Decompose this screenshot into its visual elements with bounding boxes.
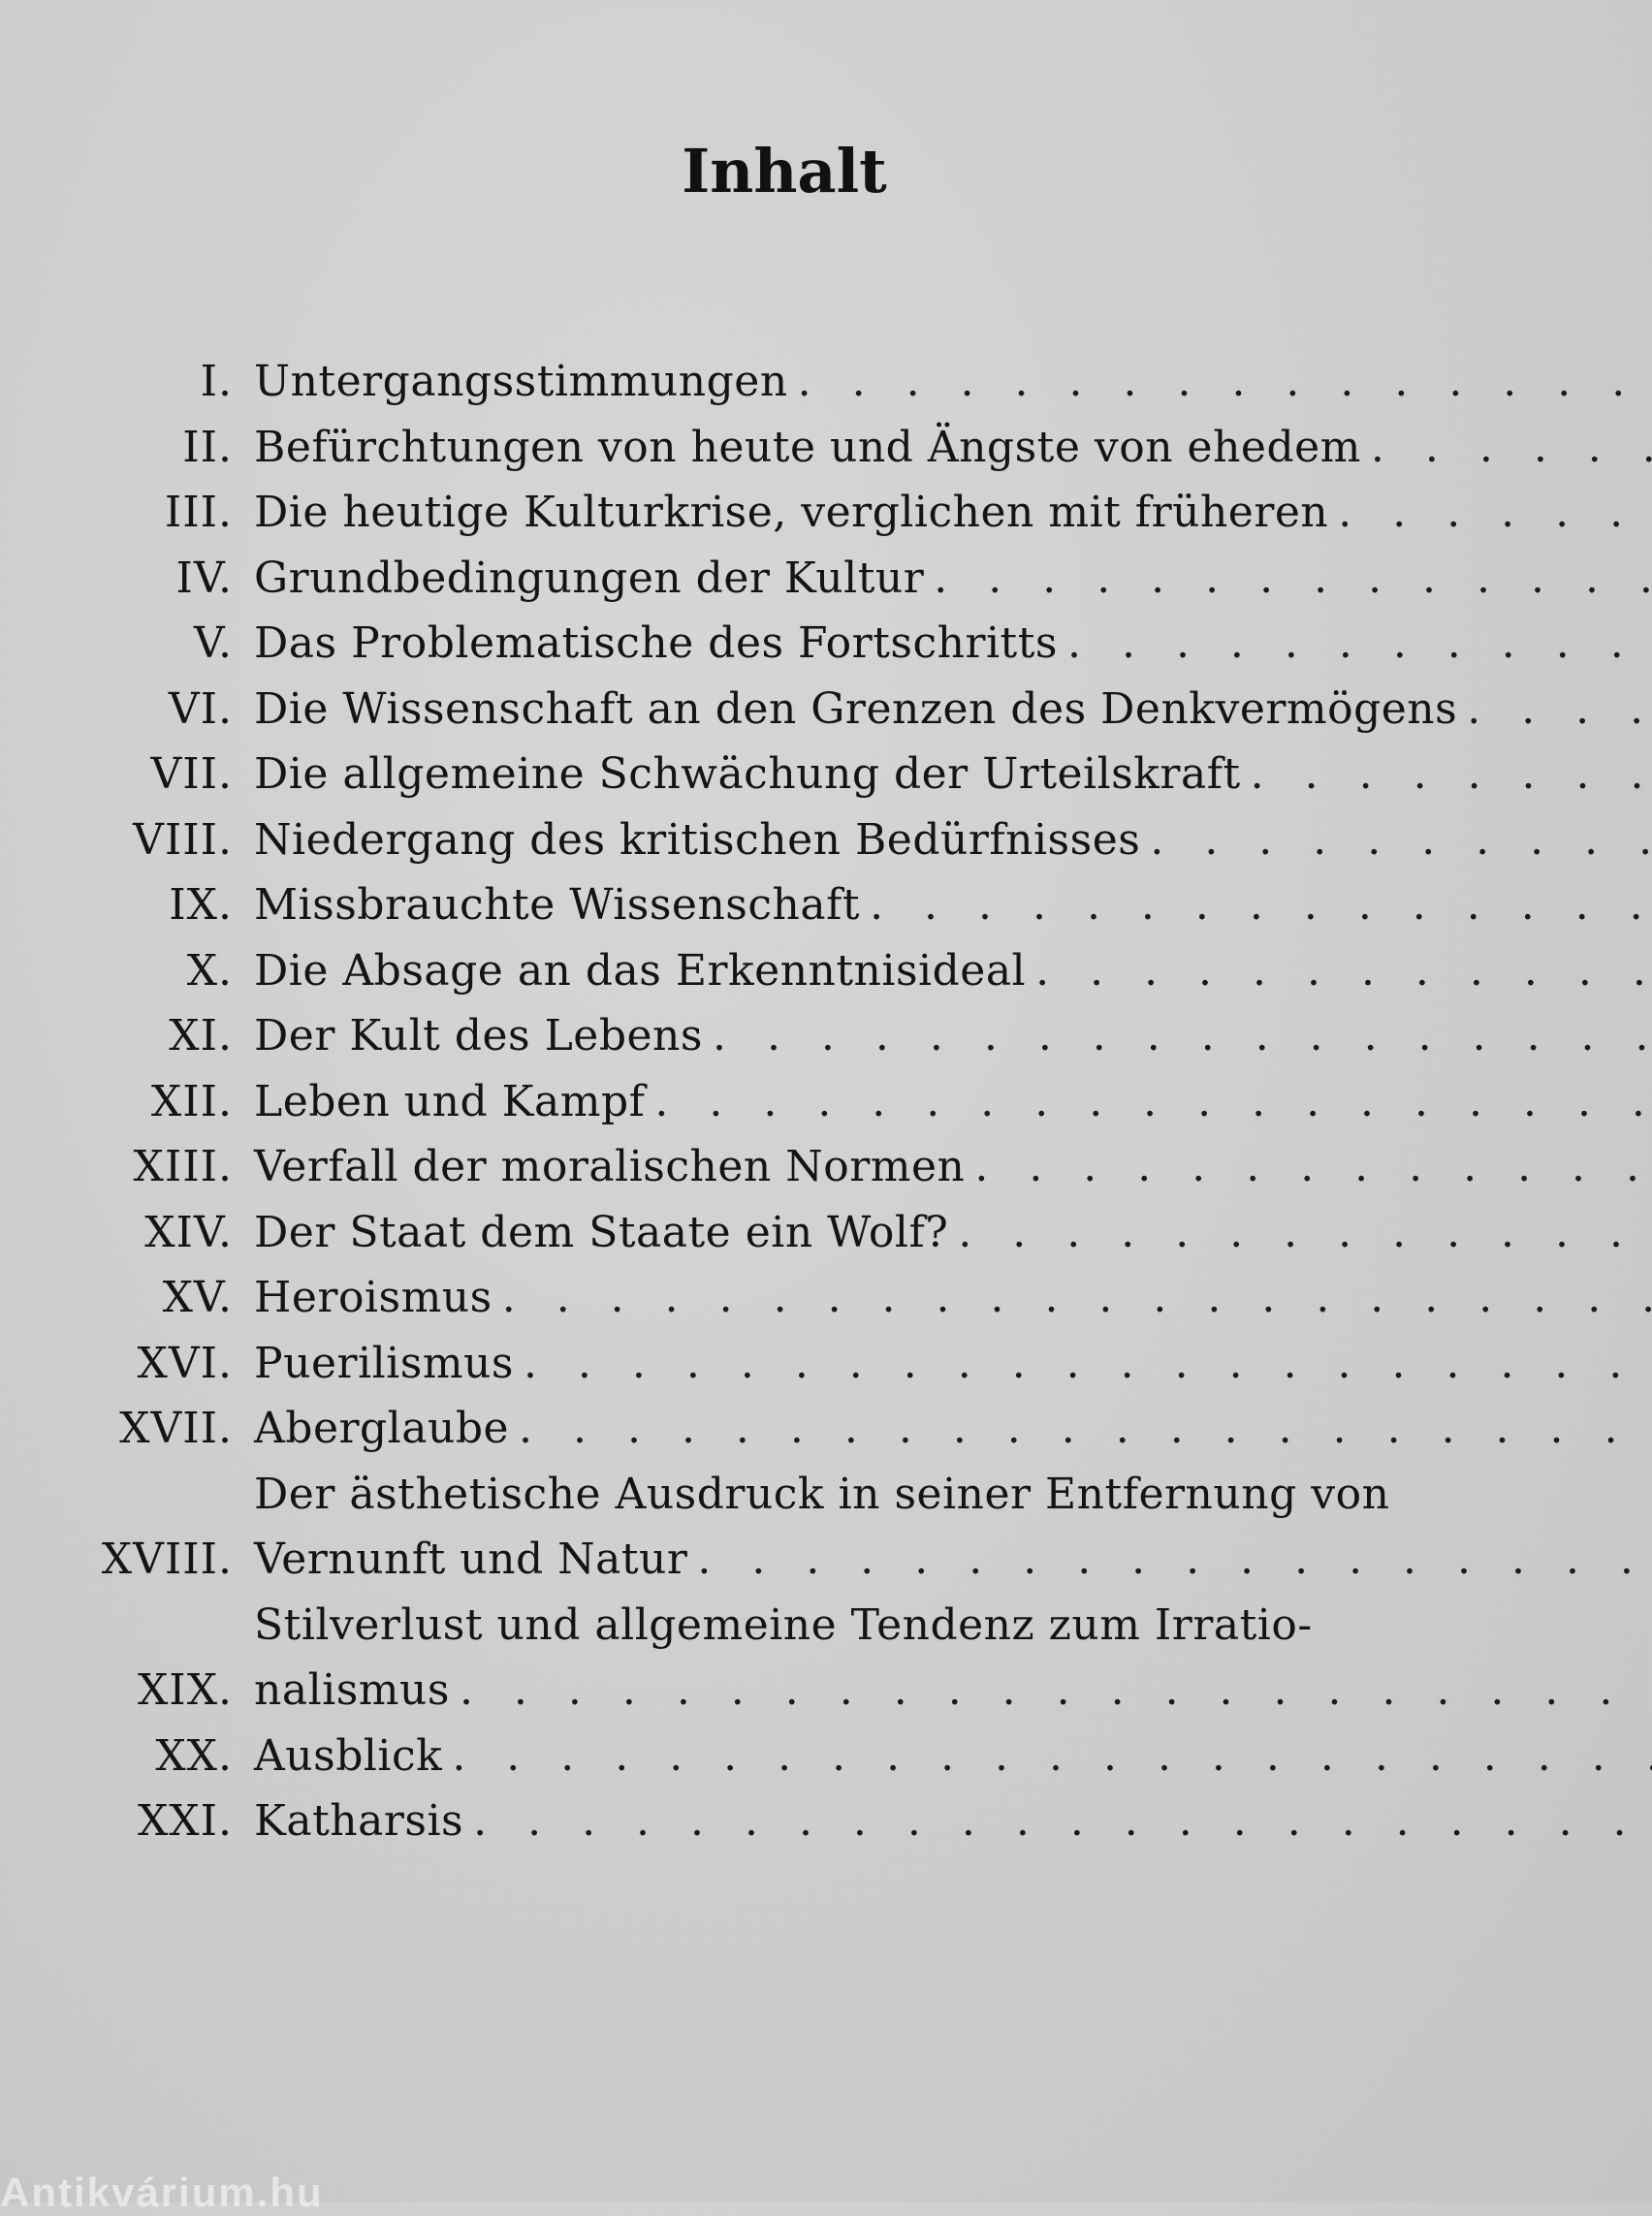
dot-leader — [519, 1396, 1652, 1462]
chapter-title: Die Absage an das Erkenntnisideal — [254, 945, 1027, 996]
chapter-title-line — [254, 1134, 1652, 1200]
chapter-title: Aberglaube — [254, 1404, 510, 1453]
chapter-title: Heroismus — [254, 1273, 492, 1322]
chapter-body — [254, 611, 1652, 677]
chapter-title-line — [254, 807, 1652, 873]
chapter-body — [254, 415, 1652, 481]
dot-leader — [697, 1527, 1652, 1593]
chapter-title-line — [254, 546, 1652, 612]
chapter-body — [254, 1593, 1652, 1724]
dot-leader — [1371, 415, 1652, 481]
chapter-numeral: XIII. — [133, 1142, 233, 1191]
toc-entry — [58, 1331, 1512, 1397]
chapter-title-line — [254, 480, 1652, 546]
toc-entry — [58, 1593, 1512, 1724]
chapter-body — [254, 742, 1652, 807]
chapter-title-line — [254, 1658, 1652, 1724]
chapter-numeral: XV. — [162, 1273, 233, 1322]
chapter-title-line — [254, 1789, 1652, 1854]
chapter-title-line — [254, 1265, 1652, 1331]
chapter-numeral: IV. — [175, 553, 233, 603]
dot-leader — [524, 1331, 1652, 1397]
toc-entry — [58, 1462, 1512, 1593]
toc-entry — [58, 1724, 1512, 1789]
table-of-contents — [58, 349, 1512, 1854]
dot-leader — [452, 1724, 1652, 1789]
chapter-numeral: X. — [186, 945, 233, 996]
chapter-body — [254, 1003, 1652, 1069]
chapter-title: Der Kult des Lebens — [254, 1011, 703, 1061]
dot-leader — [974, 1134, 1652, 1200]
dot-leader — [798, 349, 1652, 415]
chapter-body — [254, 480, 1652, 546]
chapter-title-line — [254, 415, 1652, 481]
chapter-title: Leben und Kampf — [254, 1076, 646, 1126]
chapter-body — [254, 1331, 1652, 1397]
dot-leader — [958, 1200, 1652, 1266]
chapter-body — [254, 1200, 1652, 1266]
chapter-title: Die Wissenschaft an den Grenzen des Denkvermögens — [254, 683, 1458, 734]
chapter-body — [254, 872, 1652, 938]
chapter-numeral: XII. — [150, 1076, 233, 1126]
chapter-numeral: III. — [164, 488, 233, 537]
toc-entry — [58, 677, 1512, 743]
chapter-numeral: XIX. — [137, 1665, 233, 1715]
chapter-title-line — [254, 872, 1652, 938]
chapter-title-line — [254, 611, 1652, 677]
chapter-title: Der Staat dem Staate ein Wolf? — [254, 1207, 949, 1257]
dot-leader — [654, 1069, 1652, 1135]
toc-entry — [58, 1003, 1512, 1069]
chapter-body — [254, 677, 1652, 743]
chapter-body — [254, 349, 1652, 415]
page-title: Inhalt — [682, 136, 887, 206]
chapter-title-line — [254, 1462, 1652, 1528]
toc-entry — [58, 1200, 1512, 1266]
dot-leader — [1467, 677, 1652, 743]
chapter-body — [254, 1789, 1652, 1854]
dot-leader — [460, 1658, 1652, 1724]
chapter-body — [254, 1462, 1652, 1593]
chapter-numeral: V. — [193, 618, 233, 668]
chapter-numeral: XI. — [169, 1011, 233, 1061]
chapter-title-line — [254, 1069, 1652, 1135]
chapter-title-line — [254, 742, 1652, 807]
chapter-title: Katharsis — [254, 1796, 464, 1846]
chapter-title: Untergangsstimmungen — [254, 357, 788, 406]
toc-entry — [58, 349, 1512, 415]
dot-leader — [1150, 807, 1652, 873]
dot-leader — [1067, 611, 1652, 677]
chapter-body — [254, 1396, 1652, 1462]
chapter-title: Verfall der moralischen Normen — [254, 1142, 966, 1191]
toc-entry — [58, 1134, 1512, 1200]
chapter-title: Stilverlust und allgemeine Tendenz zum Irratio- — [254, 1599, 1313, 1650]
toc-entry — [58, 415, 1512, 481]
chapter-title: Befürchtungen von heute und Ängste von ehedem — [254, 422, 1361, 472]
chapter-title: Niedergang des kritischen Bedürfnisses — [254, 814, 1141, 865]
chapter-title: Der ästhetische Ausdruck in seiner Entfernung von — [254, 1469, 1390, 1519]
dot-leader — [934, 546, 1652, 612]
dot-leader — [713, 1003, 1652, 1069]
chapter-numeral: I. — [200, 357, 233, 406]
chapter-body — [254, 807, 1652, 873]
chapter-numeral: XX. — [155, 1730, 233, 1781]
toc-entry — [58, 611, 1512, 677]
chapter-title-line — [254, 1200, 1652, 1266]
chapter-title-line — [254, 1003, 1652, 1069]
chapter-body — [254, 1069, 1652, 1135]
chapter-title-line — [254, 1331, 1652, 1397]
chapter-title: Ausblick — [254, 1730, 443, 1781]
chapter-title-line — [254, 1724, 1652, 1789]
chapter-title-line — [254, 349, 1652, 415]
chapter-numeral: XVIII. — [101, 1535, 233, 1584]
toc-entry — [58, 872, 1512, 938]
toc-entry — [58, 480, 1512, 546]
chapter-numeral: XXI. — [137, 1796, 233, 1846]
chapter-title: Vernunft und Natur — [254, 1535, 688, 1584]
chapter-body — [254, 938, 1652, 1004]
chapter-numeral: XVII. — [119, 1404, 233, 1453]
chapter-numeral: II. — [182, 422, 233, 472]
chapter-body — [254, 1265, 1652, 1331]
chapter-title: Die allgemeine Schwächung der Urteilskraft — [254, 749, 1241, 799]
chapter-title: Die heutige Kulturkrise, verglichen mit früheren — [254, 488, 1329, 537]
dot-leader — [502, 1265, 1652, 1331]
chapter-title-line — [254, 938, 1652, 1004]
dot-leader — [1338, 480, 1652, 546]
chapter-title: Puerilismus — [254, 1338, 514, 1388]
toc-entry — [58, 1069, 1512, 1135]
toc-entry — [58, 546, 1512, 612]
toc-entry — [58, 1396, 1512, 1462]
dot-leader — [870, 872, 1652, 938]
chapter-title: nalismus — [254, 1665, 450, 1715]
chapter-numeral: IX. — [169, 880, 233, 930]
toc-entry — [58, 807, 1512, 873]
toc-entry — [58, 742, 1512, 807]
chapter-numeral: XVI. — [137, 1338, 233, 1388]
toc-entry — [58, 1265, 1512, 1331]
chapter-body — [254, 1134, 1652, 1200]
watermark: Antikvárium.hu — [0, 2169, 324, 2215]
chapter-title-line — [254, 1593, 1652, 1659]
chapter-title-line — [254, 1527, 1652, 1593]
toc-entry — [58, 938, 1512, 1004]
chapter-body — [254, 1724, 1652, 1789]
toc-entry — [58, 1789, 1512, 1854]
chapter-body — [254, 546, 1652, 612]
chapter-title: Grundbedingungen der Kultur — [254, 553, 925, 603]
dot-leader — [1251, 742, 1652, 807]
chapter-numeral: XIV. — [144, 1207, 233, 1257]
dot-leader — [1035, 938, 1652, 1004]
chapter-title: Missbrauchte Wissenschaft — [254, 880, 861, 930]
chapter-numeral: VI. — [168, 683, 233, 734]
chapter-numeral: VII. — [150, 749, 233, 799]
dot-leader — [473, 1789, 1652, 1854]
chapter-title-line — [254, 677, 1652, 743]
chapter-title: Das Problematische des Fortschritts — [254, 618, 1058, 668]
chapter-title-line — [254, 1396, 1652, 1462]
chapter-numeral: VIII. — [133, 814, 233, 865]
